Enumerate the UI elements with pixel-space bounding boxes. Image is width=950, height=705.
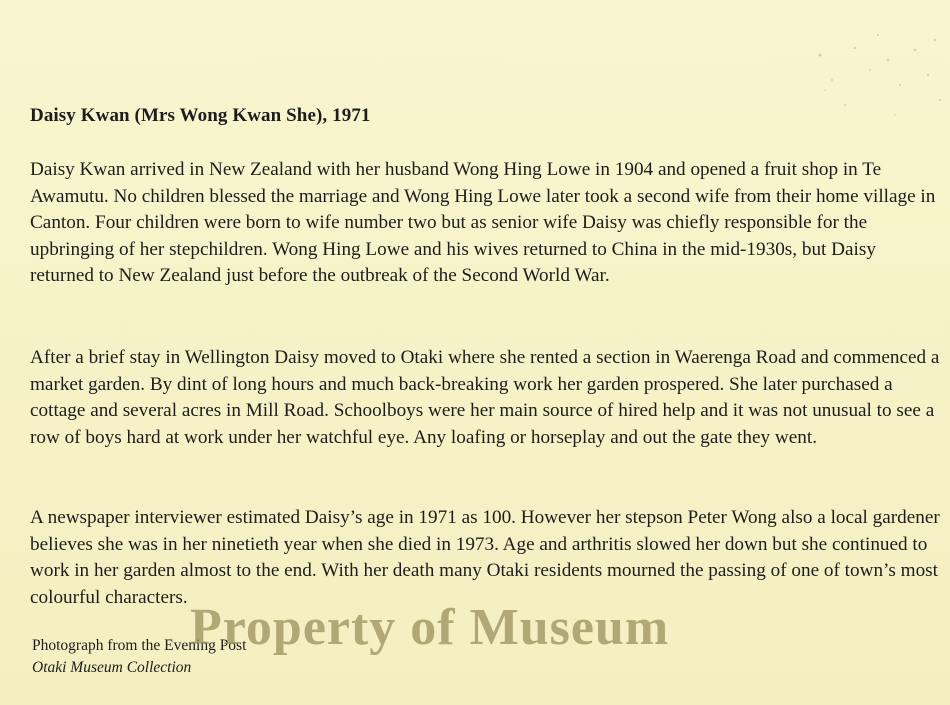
paper-speckles bbox=[800, 20, 950, 140]
document-title: Daisy Kwan (Mrs Wong Kwan She), 1971 bbox=[30, 105, 371, 126]
museum-watermark: Property of Museum bbox=[190, 599, 670, 656]
photo-credit: Photograph from the Evening Post bbox=[32, 637, 247, 654]
collection-credit: Otaki Museum Collection bbox=[32, 659, 192, 676]
paragraph-arrival: Daisy Kwan arrived in New Zealand with her husband Wong Hing Lowe in 1904 and opened a fruit shop in Te Awamutu. No children blessed the marriage and Wong Hing Lowe later took a second wife from their home village in Canton. Four children were born to wife number two but as senior wife Daisy was chiefly responsible for the upbringing of her stepchildren. Wong Hing Lowe and his wives returned to China in the mid-1930s, but Daisy returned to New Zealand just before the outbreak of the Second World War. bbox=[30, 159, 936, 286]
paragraph-later-life: A newspaper interviewer estimated Daisy’s age in 1971 as 100. However her stepson Peter Wong also a local gardener believes she was in her ninetieth year when she died in 1973. Age and arthritis slowed her down but she continued to work in her garden almost to the end. With her death many Otaki residents mourned the passing of one of town’s most colourful characters. bbox=[30, 507, 940, 608]
paragraph-otaki-garden: After a brief stay in Wellington Daisy moved to Otaki where she rented a section in Waerenga Road and commenced a market garden. By dint of long hours and much back-breaking work her garden prospered. She later purchased a cottage and several acres in Mill Road. Schoolboys were her main source of hired help and it was not unusual to see a row of boys hard at work under her watchful eye. Any loafing or horseplay and out the gate they went. bbox=[30, 347, 940, 448]
